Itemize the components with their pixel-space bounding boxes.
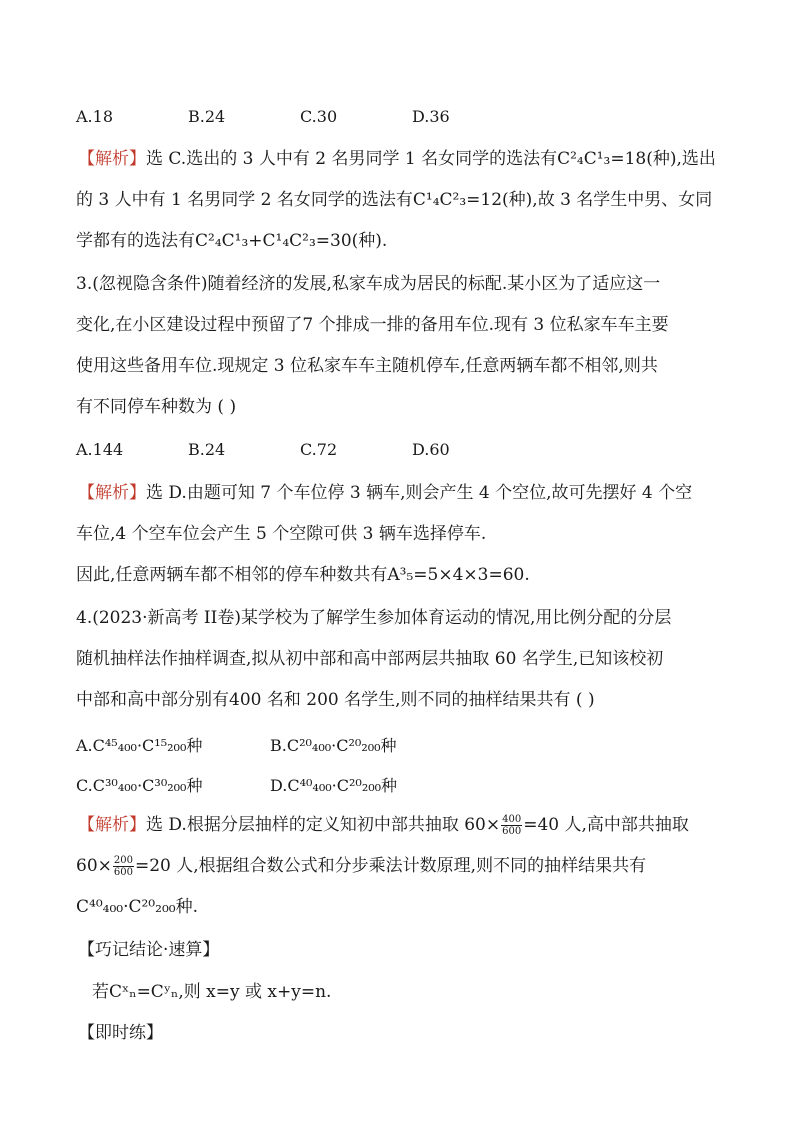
q4-option-a: A.C⁴⁵₄₀₀·C¹⁵₂₀₀种 (76, 736, 203, 755)
fraction-numerator: 200 (113, 855, 133, 866)
q4-line3: 中部和高中部分别有400 名和 200 名学生,则不同的抽样结果共有 ( ) (76, 690, 595, 710)
tip-heading: 【巧记结论·速算】 (78, 940, 220, 960)
fraction-denominator: 600 (113, 867, 133, 878)
fraction-200-600 (113, 855, 134, 878)
q2-solution-line3: 学都有的选法有C²₄C¹₃+C¹₄C²₃=30(种). (76, 231, 388, 251)
q4-option-d: D.C⁴⁰₄₀₀·C²⁰₂₀₀种 (270, 776, 398, 795)
q3-solution-line1 (78, 481, 692, 505)
q2-option-b: B.24 (188, 107, 226, 126)
q3-option-c: C.72 (300, 440, 338, 459)
q3-option-b: B.24 (188, 440, 226, 459)
fraction-numerator: 400 (502, 814, 522, 825)
q4-solution-line2 (76, 854, 646, 878)
q3-option-d: D.60 (412, 440, 450, 459)
tip-formula: 若Cˣₙ=Cʸₙ,则 x=y 或 x+y=n. (92, 982, 332, 1002)
q3-line2: 变化,在小区建设过程中预留了7 个排成一排的备用车位.现有 3 位私家车车主要 (76, 315, 669, 335)
q3-option-a: A.144 (76, 440, 124, 459)
q4-solution-line1 (78, 813, 689, 837)
q4-solution-line3: C⁴⁰₄₀₀·C²⁰₂₀₀种. (76, 897, 198, 917)
q3-line4: 有不同停车种数为 ( ) (76, 397, 237, 417)
q2-solution-line1 (78, 147, 716, 171)
q4-solution-text1b: =40 人,高中部共抽取 (523, 815, 689, 835)
q3-line3: 使用这些备用车位.现规定 3 位私家车车主随机停车,任意两辆车都不相邻,则共 (76, 356, 658, 376)
q3-solution-line2: 车位,4 个空车位会产生 5 个空隙可供 3 辆车选择停车. (76, 524, 487, 544)
q4-solution-text2b: =20 人,根据组合数公式和分步乘法计数原理,则不同的抽样结果共有 (134, 856, 647, 876)
q2-option-d: D.36 (412, 107, 450, 126)
q2-solution-text1: 选 C.选出的 3 人中有 2 名男同学 1 名女同学的选法有C²₄C¹₃=18(种),选出 (146, 149, 716, 169)
practice-heading: 【即时练】 (78, 1023, 163, 1043)
q3-solution-text1: 选 D.由题可知 7 个车位停 3 辆车,则会产生 4 个空位,故可先摆好 4 个空 (146, 483, 693, 503)
q4-solution-text1a: 选 D.根据分层抽样的定义知初中部共抽取 60× (146, 815, 501, 835)
q3-line1: 3.(忽视隐含条件)随着经济的发展,私家车成为居民的标配.某小区为了适应这一 (76, 274, 661, 294)
q4-solution-text2a: 60× (76, 856, 112, 876)
solution-tag: 【解析】 (78, 815, 146, 835)
q4-option-c: C.C³⁰₄₀₀·C³⁰₂₀₀种 (76, 776, 203, 795)
q4-line2: 随机抽样法作抽样调查,拟从初中部和高中部两层共抽取 60 名学生,已知该校初 (76, 649, 664, 669)
q2-option-c: C.30 (300, 107, 338, 126)
solution-tag: 【解析】 (78, 483, 146, 503)
q3-solution-line3: 因此,任意两辆车都不相邻的停车种数共有A³₅=5×4×3=60. (76, 565, 530, 585)
solution-tag: 【解析】 (78, 149, 146, 169)
fraction-denominator: 600 (502, 826, 522, 837)
q2-solution-line2: 的 3 人中有 1 名男同学 2 名女同学的选法有C¹₄C²₃=12(种),故 3 名学生中男、女同 (76, 190, 713, 210)
q2-option-a: A.18 (76, 107, 113, 126)
q4-option-b: B.C²⁰₄₀₀·C²⁰₂₀₀种 (270, 736, 397, 755)
q4-line1: 4.(2023·新高考 II卷)某学校为了解学生参加体育运动的情况,用比例分配的分层 (76, 608, 672, 628)
fraction-400-600 (501, 814, 522, 837)
